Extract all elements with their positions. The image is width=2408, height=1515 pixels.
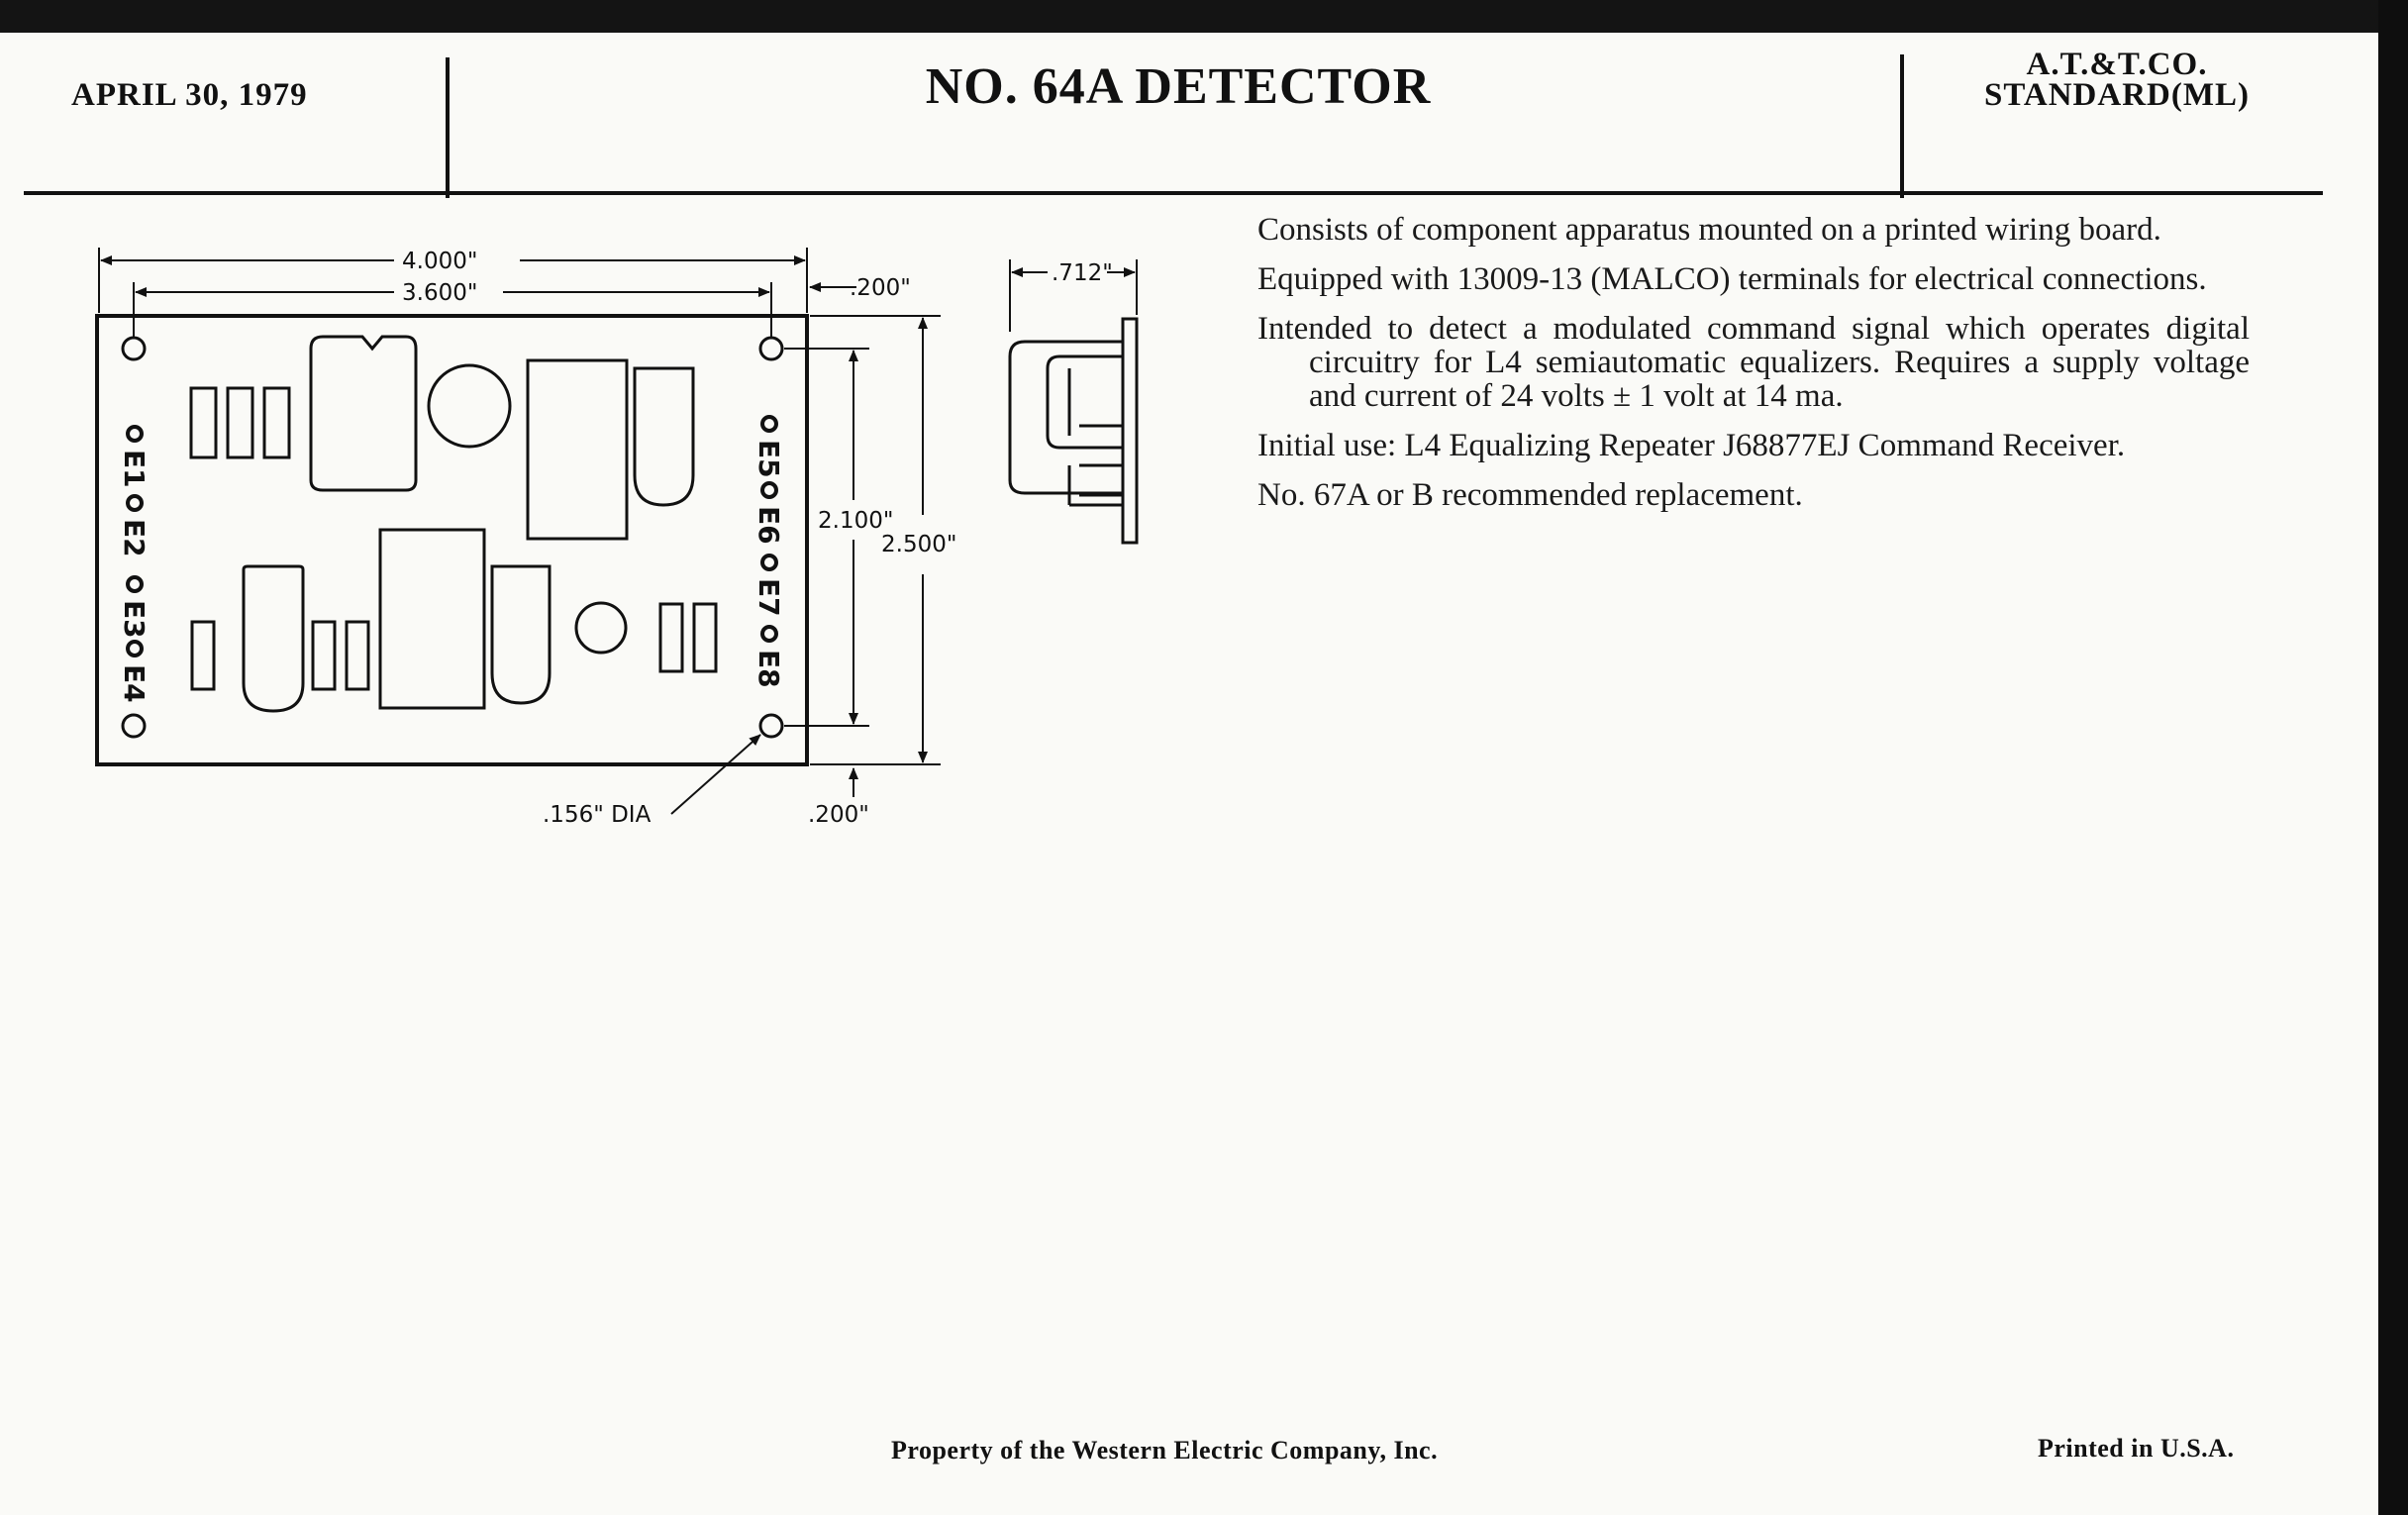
footer-printed: Printed in U.S.A. — [2038, 1434, 2235, 1463]
component-resistor — [694, 604, 716, 671]
dim-overall-height: 2.500" — [881, 532, 957, 557]
description-paragraph: Equipped with 13009-13 (MALCO) terminals for electrical connections. — [1257, 261, 2207, 297]
component-resistor — [191, 388, 216, 457]
terminal-label-e6: E6 — [752, 506, 785, 545]
dim-depth: .712" — [1052, 260, 1113, 286]
footer-property: Property of the Western Electric Company, Inc. — [891, 1436, 1439, 1464]
component-resistor — [347, 622, 368, 689]
mounting-hole — [123, 338, 145, 359]
standard-line-1: A.T.&T.CO. — [2026, 47, 2208, 82]
dim-overall-length: 4.000" — [402, 249, 478, 274]
description-paragraph: Initial use: L4 Equalizing Repeater J68877EJ Command Receiver. — [1257, 428, 2126, 463]
description-paragraph: Intended to detect a modulated command signal which operates digital circuitry for L4 semiautomatic equalizers. Requires a supply voltage and current of 24 volts ± 1 volt at 14 ma. — [1257, 311, 2250, 414]
component-transformer — [311, 337, 416, 490]
component-resistor — [192, 622, 214, 689]
description-paragraph: No. 67A or B recommended replacement. — [1257, 477, 1803, 513]
side-view-component — [1010, 342, 1123, 493]
component-capacitor-oval — [635, 368, 693, 505]
side-view-component — [1048, 356, 1123, 448]
description — [1257, 213, 2250, 528]
component-capacitor-oval — [492, 566, 550, 703]
terminal-label-e4: E4 — [118, 664, 150, 703]
component-capacitor-small — [576, 603, 626, 653]
component-resistor — [660, 604, 682, 671]
dim-hole-vertical: 2.100" — [818, 508, 894, 534]
terminal-label-e1: E1 — [118, 450, 150, 488]
terminal-label-e3: E3 — [118, 600, 150, 639]
dim-hole-dia: .156" DIA — [543, 802, 652, 828]
page-title: NO. 64A DETECTOR — [925, 58, 1432, 115]
component-capacitor-round — [429, 365, 510, 447]
mounting-hole — [760, 338, 782, 359]
mounting-hole — [123, 715, 145, 737]
standard-line-2: STANDARD(ML) — [1983, 77, 2251, 113]
component-capacitor-oval — [244, 566, 303, 711]
dim-hole-spacing: 3.600" — [402, 280, 478, 306]
component-resistor — [313, 622, 335, 689]
issue-date: APRIL 30, 1979 — [71, 77, 308, 113]
terminal-label-e2: E2 — [118, 519, 150, 557]
dim-edge-offset-top: .200" — [850, 275, 911, 301]
mounting-hole — [760, 715, 782, 737]
dim-edge-offset-bottom: .200" — [808, 802, 869, 828]
component-resistor — [228, 388, 252, 457]
terminal-label-e8: E8 — [752, 650, 785, 688]
description-paragraph: Consists of component apparatus mounted on a printed wiring board. — [1257, 212, 2161, 248]
component-resistor — [264, 388, 289, 457]
component-transformer-large — [380, 530, 484, 708]
side-view-board — [1123, 319, 1137, 543]
terminal-label-e7: E7 — [752, 578, 785, 617]
board-outline — [97, 316, 807, 764]
component-relay — [528, 360, 627, 539]
terminal-label-e5: E5 — [752, 440, 785, 478]
